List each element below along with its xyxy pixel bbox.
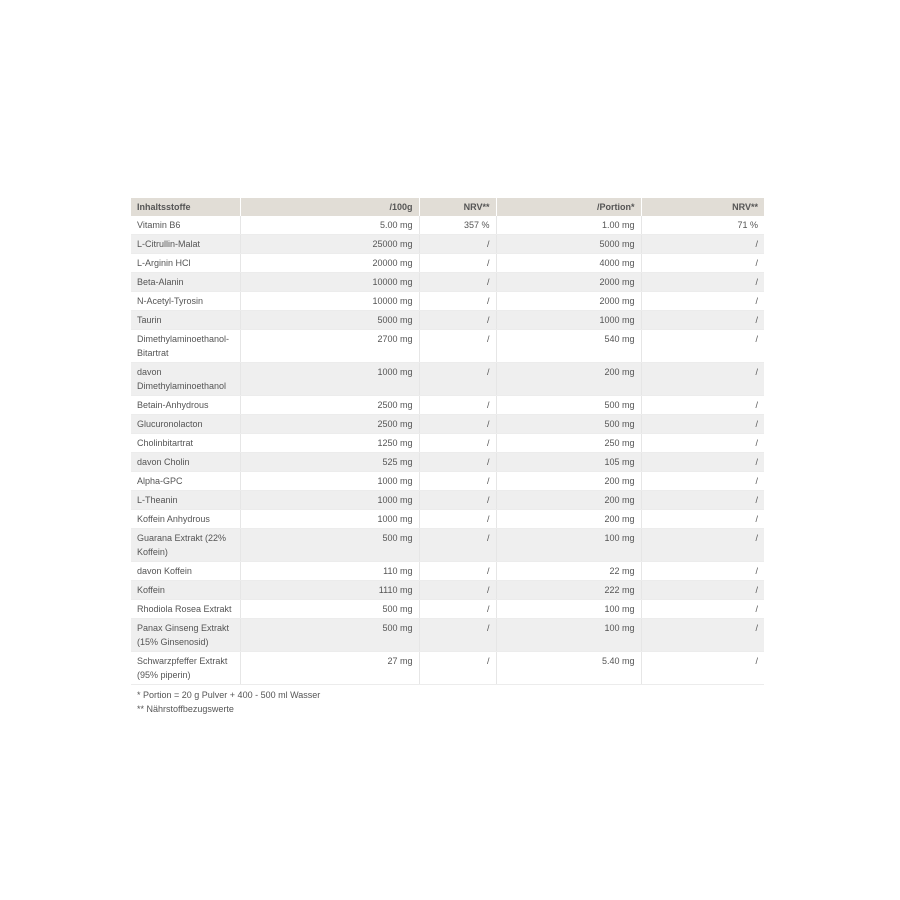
table-row <box>131 254 764 273</box>
cell-per-100g: 110 mg <box>240 562 419 581</box>
cell-nrv-portion: / <box>641 472 764 491</box>
table-header <box>131 198 764 216</box>
header-per-100g: /100g <box>240 198 419 216</box>
cell-per-portion: 500 mg <box>496 415 641 434</box>
cell-nrv-100g: / <box>419 491 496 510</box>
cell-nrv-portion: 71 % <box>641 216 764 235</box>
cell-ingredient: L-Theanin <box>131 491 240 510</box>
table-row <box>131 292 764 311</box>
cell-nrv-100g: / <box>419 652 496 685</box>
table-row <box>131 363 764 396</box>
cell-ingredient: Koffein <box>131 581 240 600</box>
cell-per-portion: 2000 mg <box>496 292 641 311</box>
cell-per-portion: 5000 mg <box>496 235 641 254</box>
cell-nrv-portion: / <box>641 363 764 396</box>
cell-nrv-100g: / <box>419 510 496 529</box>
cell-nrv-portion: / <box>641 652 764 685</box>
cell-nrv-portion: / <box>641 311 764 330</box>
table-row <box>131 273 764 292</box>
table-row <box>131 330 764 363</box>
cell-per-100g: 1000 mg <box>240 510 419 529</box>
table-row <box>131 652 764 685</box>
cell-nrv-100g: 357 % <box>419 216 496 235</box>
cell-nrv-100g: / <box>419 529 496 562</box>
cell-ingredient: Betain-Anhydrous <box>131 396 240 415</box>
table-row <box>131 235 764 254</box>
cell-ingredient: Guarana Extrakt (22% Koffein) <box>131 529 240 562</box>
table-row <box>131 311 764 330</box>
cell-per-100g: 2700 mg <box>240 330 419 363</box>
cell-per-portion: 1000 mg <box>496 311 641 330</box>
cell-ingredient: L-Arginin HCl <box>131 254 240 273</box>
cell-nrv-100g: / <box>419 273 496 292</box>
footnote-portion: * Portion = 20 g Pulver + 400 - 500 ml Wasser <box>137 690 321 700</box>
table-row <box>131 434 764 453</box>
cell-nrv-100g: / <box>419 311 496 330</box>
cell-per-portion: 2000 mg <box>496 273 641 292</box>
cell-per-portion: 105 mg <box>496 453 641 472</box>
header-row <box>131 198 764 216</box>
cell-ingredient: davon Dimethylaminoethanol <box>131 363 240 396</box>
cell-nrv-100g: / <box>419 472 496 491</box>
cell-per-100g: 1110 mg <box>240 581 419 600</box>
cell-ingredient: Cholinbitartrat <box>131 434 240 453</box>
cell-per-portion: 540 mg <box>496 330 641 363</box>
cell-per-portion: 4000 mg <box>496 254 641 273</box>
cell-per-portion: 500 mg <box>496 396 641 415</box>
cell-ingredient: N-Acetyl-Tyrosin <box>131 292 240 311</box>
cell-nrv-100g: / <box>419 453 496 472</box>
cell-ingredient: Taurin <box>131 311 240 330</box>
cell-per-portion: 1.00 mg <box>496 216 641 235</box>
cell-ingredient: Vitamin B6 <box>131 216 240 235</box>
cell-nrv-portion: / <box>641 330 764 363</box>
cell-ingredient: Rhodiola Rosea Extrakt <box>131 600 240 619</box>
cell-ingredient: Koffein Anhydrous <box>131 510 240 529</box>
cell-ingredient: Dimethylaminoethanol-Bitartrat <box>131 330 240 363</box>
cell-per-100g: 5.00 mg <box>240 216 419 235</box>
cell-per-portion: 100 mg <box>496 600 641 619</box>
table-row <box>131 216 764 235</box>
cell-per-portion: 250 mg <box>496 434 641 453</box>
footnotes <box>131 688 764 716</box>
cell-nrv-portion: / <box>641 453 764 472</box>
cell-nrv-portion: / <box>641 491 764 510</box>
cell-per-100g: 25000 mg <box>240 235 419 254</box>
cell-nrv-portion: / <box>641 396 764 415</box>
cell-nrv-portion: / <box>641 273 764 292</box>
cell-per-100g: 20000 mg <box>240 254 419 273</box>
table-row <box>131 510 764 529</box>
cell-ingredient: Glucuronolacton <box>131 415 240 434</box>
cell-per-portion: 200 mg <box>496 510 641 529</box>
cell-nrv-100g: / <box>419 581 496 600</box>
table-row <box>131 415 764 434</box>
cell-nrv-100g: / <box>419 415 496 434</box>
cell-per-100g: 10000 mg <box>240 292 419 311</box>
cell-per-portion: 100 mg <box>496 619 641 652</box>
table-body <box>131 216 764 685</box>
cell-per-100g: 500 mg <box>240 619 419 652</box>
cell-nrv-portion: / <box>641 619 764 652</box>
table-row <box>131 619 764 652</box>
header-ingredients: Inhaltsstoffe <box>131 198 240 216</box>
cell-ingredient: davon Cholin <box>131 453 240 472</box>
cell-per-100g: 2500 mg <box>240 396 419 415</box>
cell-nrv-portion: / <box>641 600 764 619</box>
header-per-portion: /Portion* <box>496 198 641 216</box>
cell-nrv-100g: / <box>419 396 496 415</box>
cell-ingredient: Alpha-GPC <box>131 472 240 491</box>
cell-nrv-100g: / <box>419 254 496 273</box>
cell-nrv-100g: / <box>419 292 496 311</box>
table-row <box>131 472 764 491</box>
header-nrv-100g: NRV** <box>419 198 496 216</box>
cell-per-portion: 222 mg <box>496 581 641 600</box>
cell-nrv-100g: / <box>419 235 496 254</box>
cell-nrv-100g: / <box>419 600 496 619</box>
cell-nrv-portion: / <box>641 529 764 562</box>
cell-nrv-portion: / <box>641 434 764 453</box>
cell-nrv-portion: / <box>641 235 764 254</box>
cell-per-portion: 200 mg <box>496 491 641 510</box>
cell-nrv-100g: / <box>419 434 496 453</box>
cell-nrv-portion: / <box>641 581 764 600</box>
cell-per-100g: 1000 mg <box>240 491 419 510</box>
header-nrv-portion: NRV** <box>641 198 764 216</box>
table-row <box>131 581 764 600</box>
cell-per-portion: 200 mg <box>496 363 641 396</box>
nutrition-table-container <box>131 198 764 716</box>
cell-nrv-100g: / <box>419 363 496 396</box>
cell-per-100g: 5000 mg <box>240 311 419 330</box>
table-row <box>131 491 764 510</box>
cell-per-100g: 1000 mg <box>240 472 419 491</box>
cell-per-100g: 500 mg <box>240 529 419 562</box>
cell-ingredient: Panax Ginseng Extrakt (15% Ginsenosid) <box>131 619 240 652</box>
table-row <box>131 529 764 562</box>
cell-nrv-portion: / <box>641 415 764 434</box>
cell-per-100g: 525 mg <box>240 453 419 472</box>
cell-ingredient: Beta-Alanin <box>131 273 240 292</box>
table-row <box>131 453 764 472</box>
footnote-nrv: ** Nährstoffbezugswerte <box>137 704 234 714</box>
cell-per-100g: 2500 mg <box>240 415 419 434</box>
cell-nrv-portion: / <box>641 292 764 311</box>
cell-ingredient: davon Koffein <box>131 562 240 581</box>
cell-per-100g: 27 mg <box>240 652 419 685</box>
cell-nrv-portion: / <box>641 562 764 581</box>
table-row <box>131 600 764 619</box>
cell-per-portion: 100 mg <box>496 529 641 562</box>
nutrition-table <box>131 198 764 685</box>
table-row <box>131 396 764 415</box>
cell-nrv-100g: / <box>419 330 496 363</box>
cell-nrv-100g: / <box>419 562 496 581</box>
cell-per-portion: 200 mg <box>496 472 641 491</box>
cell-per-100g: 1250 mg <box>240 434 419 453</box>
cell-per-100g: 500 mg <box>240 600 419 619</box>
cell-per-100g: 1000 mg <box>240 363 419 396</box>
cell-ingredient: Schwarzpfeffer Extrakt (95% piperin) <box>131 652 240 685</box>
table-row <box>131 562 764 581</box>
cell-nrv-100g: / <box>419 619 496 652</box>
cell-nrv-portion: / <box>641 254 764 273</box>
cell-nrv-portion: / <box>641 510 764 529</box>
cell-per-portion: 22 mg <box>496 562 641 581</box>
cell-per-100g: 10000 mg <box>240 273 419 292</box>
cell-per-portion: 5.40 mg <box>496 652 641 685</box>
cell-ingredient: L-Citrullin-Malat <box>131 235 240 254</box>
